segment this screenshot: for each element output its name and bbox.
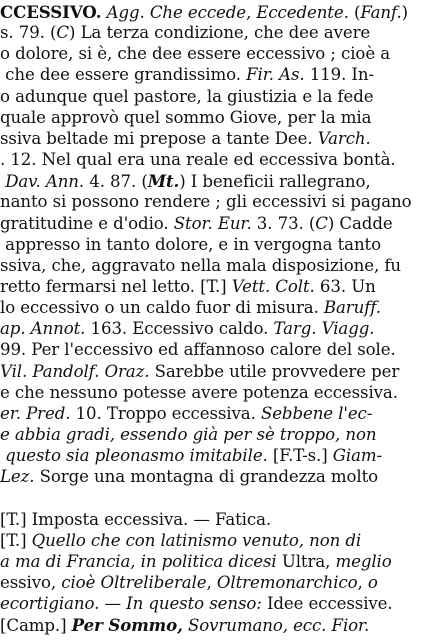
text-segment: 99. Per l'eccessivo ed affannoso calore del sole.: [0, 340, 396, 360]
text-segment: Stor. Eur.: [173, 213, 252, 233]
text-segment: Vil. Pandolf. Oraz.: [0, 361, 150, 381]
text-segment: ): [401, 3, 408, 22]
text-segment: ecortigiano. — In questo senso:: [0, 594, 262, 614]
text-segment: Sebbene l'ec-: [260, 403, 373, 423]
text-segment: 119. In-: [304, 65, 374, 85]
text-segment: essivo,: [0, 573, 62, 593]
text-segment: 4. 87. (: [84, 172, 148, 192]
text-line: [0, 530, 441, 552]
text-segment: (: [348, 3, 361, 22]
text-segment: Sorge una montagna di grandezza molto: [34, 467, 379, 487]
text-segment: [T.] Imposta eccessiva. — Fatica.: [0, 509, 272, 529]
text-segment: lo eccessivo o un caldo fuor di misura.: [0, 298, 324, 318]
text-segment: retto fermarsi nel letto. [T.]: [0, 276, 232, 296]
text-segment: o: [367, 573, 378, 593]
text-segment: 3. 73. (: [251, 213, 316, 233]
text-segment: ) Cadde: [327, 213, 393, 233]
text-segment: questo sia pleonasmo imitabile.: [0, 446, 268, 466]
text-segment: s. 79. (: [0, 23, 57, 43]
text-line: [0, 191, 441, 213]
text-line: [0, 361, 441, 383]
text-segment: Quello che con latinismo venuto, non di: [31, 530, 362, 550]
text-line: [0, 509, 441, 531]
text-segment: quale approvò quel sommo Giove, per la mia: [0, 107, 372, 127]
text-line: [0, 487, 441, 509]
text-segment: Fir. As.: [246, 65, 305, 85]
text-line: [0, 213, 441, 235]
text-segment: . 12. Nel qual era una reale ed eccessiva bontà.: [0, 150, 396, 170]
text-line: [0, 593, 441, 615]
text-segment: Ultra,: [276, 551, 336, 571]
text-segment: er. Pred.: [0, 403, 71, 423]
text-line: [0, 572, 441, 594]
text-segment: [Camp.]: [0, 616, 72, 636]
text-segment: Varch.: [317, 128, 371, 148]
text-segment: e che nessuno potesse avere potenza eccessiva.: [0, 382, 398, 402]
text-segment: Fanf.: [360, 3, 402, 22]
text-segment: ssiva, che, aggravato nella mala disposizione, fu: [0, 255, 401, 275]
text-line: [0, 614, 441, 636]
text-segment: Giam-: [332, 446, 383, 466]
text-segment: Targ. Viagg.: [273, 319, 375, 339]
text-segment: ) La terza condizione, che dee avere: [69, 23, 371, 43]
text-segment: ,: [206, 573, 217, 593]
text-line: [0, 318, 441, 340]
text-segment: meglio: [335, 551, 392, 571]
text-line: [0, 403, 441, 425]
text-line: [0, 276, 441, 298]
text-segment: ssiva beltade mi prepose a tante Dee.: [0, 128, 318, 148]
text-segment: Per Sommo,: [71, 615, 183, 636]
text-segment: Sarebbe utile provvedere per: [149, 361, 400, 381]
text-segment: C: [315, 213, 328, 233]
text-segment: 10. Troppo eccessiva.: [70, 403, 261, 423]
text-segment: Sovrumano, ecc. Fior.: [187, 616, 370, 636]
text-line: [0, 64, 441, 86]
text-segment: C: [56, 23, 70, 43]
text-segment: Agg. Che eccede, Eccedente.: [106, 3, 349, 22]
text-line: [0, 149, 441, 171]
text-segment: o adunque quel pastore, la giustizia e la fede: [0, 86, 374, 106]
text-segment: ) I beneficii rallegrano,: [179, 172, 371, 192]
text-segment: appresso in tanto dolore, e in vergogna tanto: [0, 234, 382, 254]
text-line: [0, 1, 441, 23]
text-segment: a ma di Francia, in politica dicesi: [0, 551, 277, 571]
text-segment: 163. Eccessivo caldo.: [85, 319, 274, 339]
text-segment: Idee eccessive.: [261, 594, 393, 614]
text-line: [0, 339, 441, 361]
text-line: [0, 551, 441, 573]
text-line: [0, 43, 441, 65]
text-segment: o dolore, si è, che dee essere eccessivo ; cioè a: [0, 44, 391, 64]
text-segment: che dee essere grandissimo.: [0, 65, 247, 85]
text-segment: nanto si possono rendere ; gli eccessivi si pagano: [0, 192, 412, 212]
text-line: [0, 466, 441, 488]
text-segment: e abbia gradi, essendo già per sè troppo, non: [0, 425, 377, 444]
text-segment: [T.]: [0, 530, 32, 550]
text-segment: CCESSIVO.: [0, 2, 102, 22]
text-line: [0, 86, 441, 108]
text-segment: Dav. Ann.: [5, 172, 85, 192]
text-line: [0, 297, 441, 319]
text-line: [0, 445, 441, 467]
text-line: [0, 234, 441, 256]
text-segment: ap. Annot.: [0, 319, 86, 339]
text-line: [0, 107, 441, 129]
text-segment: cioè Oltreliberale: [61, 573, 207, 593]
text-segment: 63. Un: [314, 276, 376, 296]
text-line: [0, 170, 441, 192]
text-segment: ,: [357, 573, 368, 593]
text-segment: [F.T-s.]: [267, 446, 333, 466]
text-segment: gratitudine e d'odio.: [0, 213, 174, 233]
text-line: [0, 22, 441, 44]
text-segment: Mt.: [147, 171, 180, 192]
text-line: [0, 424, 441, 446]
text-segment: Oltremonarchico: [216, 573, 358, 593]
text-segment: Baruff.: [323, 298, 381, 318]
text-line: [0, 128, 441, 150]
text-segment: Lez.: [0, 467, 35, 487]
text-segment: Vett. Colt.: [231, 276, 315, 296]
text-line: [0, 255, 441, 277]
text-line: [0, 382, 441, 404]
